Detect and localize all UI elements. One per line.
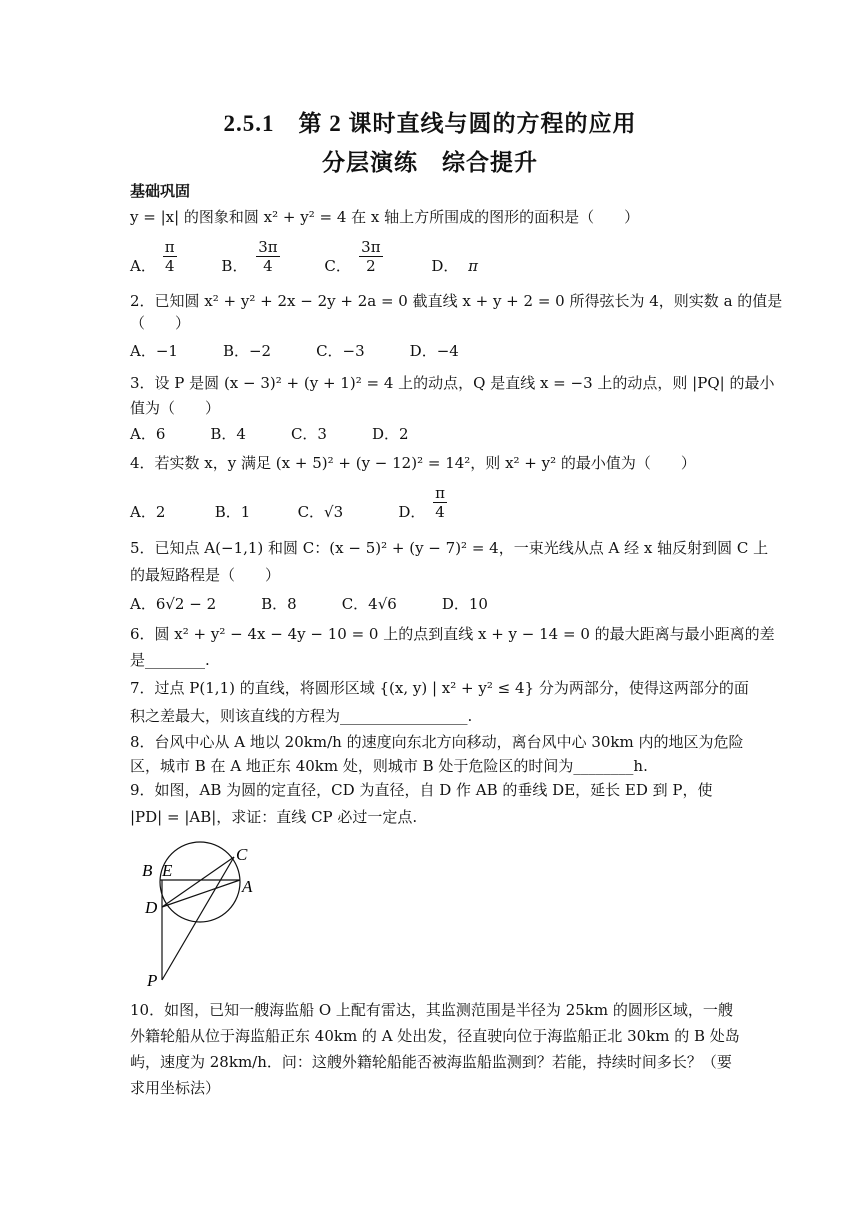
question-5-options: A．6√2 − 2 B．8 C．4√6 D．10 <box>130 595 488 613</box>
question-7: 7．过点 P(1,1) 的直线，将圆形区域 {(x, y) | x² + y² ≤ 4} 分为两部分，使得这两部分的面 <box>130 679 749 697</box>
question-3: 3．设 P 是圆 (x − 3)² + (y + 1)² = 4 上的动点，Q 是直线 x = −3 上的动点，则 |PQ| 的最小 <box>130 374 775 392</box>
question-10-line-1: 10．如图，已知一艘海监船 O 上配有雷达，其监测范围是半径为 25km 的圆形区域，一艘 <box>130 1001 733 1019</box>
question-8-cont: 区，城市 B 在 A 地正东 40km 处，则城市 B 处于危险区的时间为________h. <box>130 757 648 775</box>
question-5: 5．已知点 A(−1,1) 和圆 C：(x − 5)² + (y − 7)² = 4，一束光线从点 A 经 x 轴反射到圆 C 上 <box>130 539 769 557</box>
q4-option-d-label: D． <box>398 502 426 521</box>
q1-option-d-label: D． <box>431 256 459 275</box>
label-p: P <box>147 971 158 990</box>
question-9-cont: |PD| = |AB|，求证：直线 CP 必过一定点. <box>130 808 418 826</box>
question-9: 9．如图，AB 为圆的定直径，CD 为直径，自 D 作 AB 的垂线 DE，延长 ED 到 P，使 <box>130 781 713 799</box>
label-d: D <box>145 898 158 917</box>
q1-option-a-label: A． <box>130 256 156 275</box>
q1-option-a-value: $\frac{\pi}{4}$ <box>164 238 175 275</box>
question-3-options: A．6 B．4 C．3 D．2 <box>130 425 409 443</box>
q4-option-c: C．√3 <box>297 502 344 521</box>
label-e: E <box>162 861 173 880</box>
question-5-cont: 的最短路程是（ ） <box>130 566 281 584</box>
question-1: y = |x| 的图象和圆 x² + y² = 4 在 x 轴上方所围成的图形的面积是（ ） <box>130 208 640 226</box>
q4-option-b: B．1 <box>214 502 251 521</box>
q4-option-d-value: $\frac{\pi}{4}$ <box>435 484 445 521</box>
line-da <box>162 880 240 907</box>
question-3-cont: 值为（ ） <box>130 399 221 417</box>
label-b: B <box>142 861 153 880</box>
question-10-line-3: 屿，速度为 28km/h．问：这艘外籍轮船能否被海监船监测到？若能，持续时间多长？（要 <box>130 1053 732 1071</box>
q1-option-c-value: $\frac{3\pi}{2}$ <box>361 238 381 275</box>
q1-option-b-value: $\frac{3\pi}{4}$ <box>258 238 278 275</box>
question-10-line-2: 外籍轮船从位于海监船正东 40km 的 A 处出发，径直驶向位于海监船正北 30km 的 B 处岛 <box>130 1027 740 1045</box>
q1-option-d-value: π <box>468 256 478 275</box>
label-a: A <box>242 877 253 896</box>
section-heading: 基础巩固 <box>130 182 191 200</box>
geometry-figure <box>130 840 270 990</box>
q1-option-b-label: B． <box>221 256 248 275</box>
page-subtitle: 分层演练 综合提升 <box>322 150 538 175</box>
question-4-options <box>130 484 447 521</box>
q4-option-a: A．2 <box>130 502 166 521</box>
page-title: 2.5.1 第 2 课时直线与圆的方程的应用 <box>223 111 637 136</box>
circle <box>160 842 240 922</box>
question-2: 2．已知圆 x² + y² + 2x − 2y + 2a = 0 截直线 x + y + 2 = 0 所得弦长为 4，则实数 a 的值是 <box>130 292 783 310</box>
label-c: C <box>236 845 248 864</box>
question-6: 6．圆 x² + y² − 4x − 4y − 10 = 0 上的点到直线 x + y − 14 = 0 的最大距离与最小距离的差 <box>130 625 775 643</box>
question-10-line-4: 求用坐标法） <box>130 1079 221 1097</box>
question-2-cont: （ ） <box>130 314 191 332</box>
question-2-options: A．−1 B．−2 C．−3 D．−4 <box>130 342 459 360</box>
question-7-cont: 积之差最大，则该直线的方程为_________________. <box>130 707 473 725</box>
q1-option-c-label: C． <box>324 256 351 275</box>
question-6-cont: 是________. <box>130 651 210 669</box>
question-1-options <box>130 238 478 275</box>
question-8: 8．台风中心从 A 地以 20km/h 的速度向东北方向移动，离台风中心 30km 内的地区为危险 <box>130 733 744 751</box>
diameter-cd <box>162 857 234 907</box>
line-cp <box>162 857 234 980</box>
question-4: 4．若实数 x，y 满足 (x + 5)² + (y − 12)² = 14²，则 x² + y² 的最小值为（ ） <box>130 454 696 472</box>
